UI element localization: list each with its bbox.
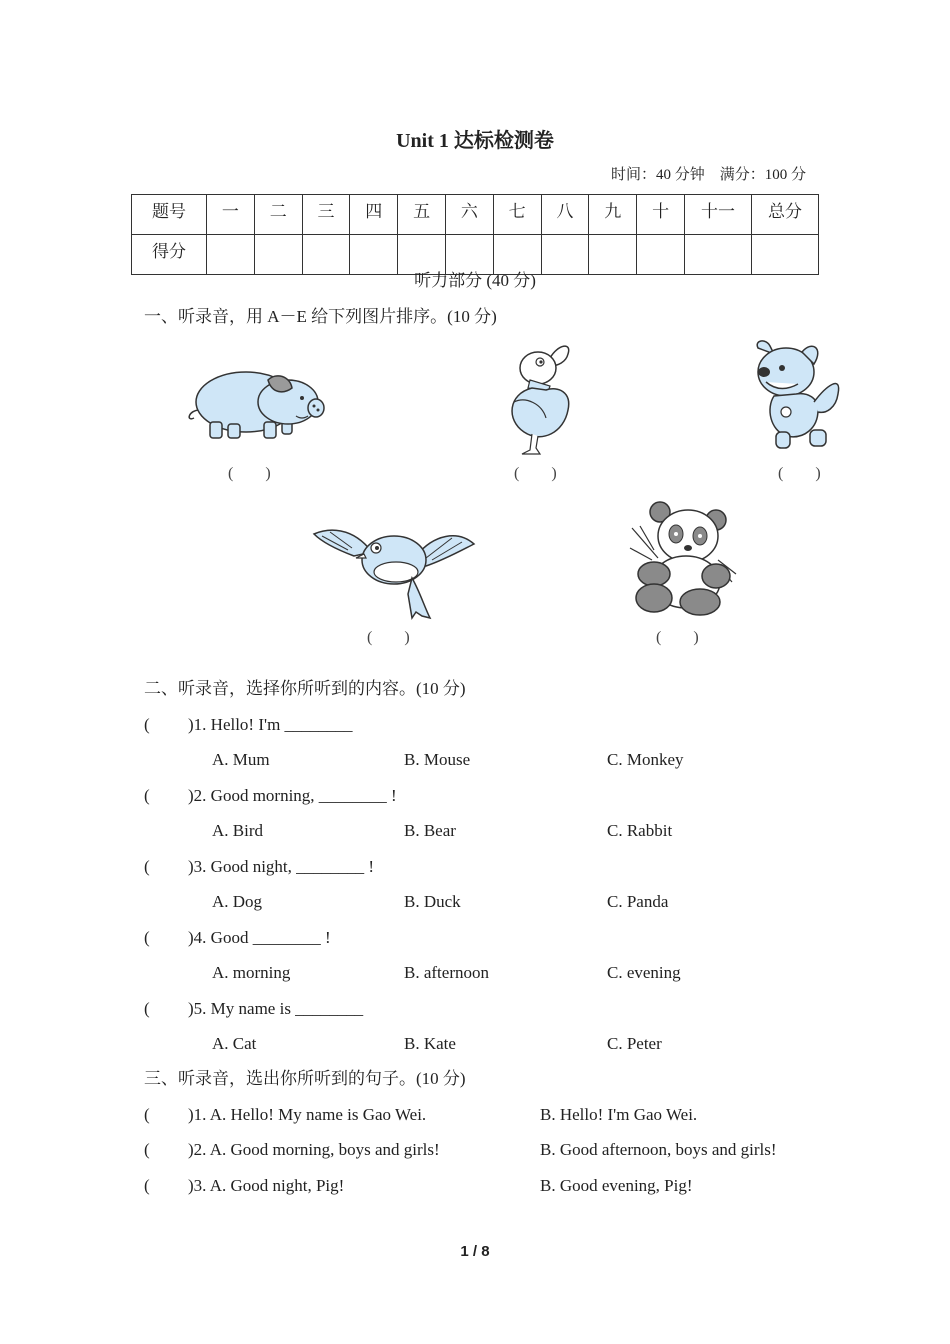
score-header-cell: 总分 — [752, 195, 819, 235]
answer-paren-panda[interactable]: ( ) — [656, 629, 699, 646]
s3-q3-option-b: B. Good evening, Pig! — [540, 1176, 693, 1195]
score-table — [131, 194, 819, 275]
s2-q3-paren[interactable]: ( — [144, 857, 150, 876]
s2-q1-paren[interactable]: ( — [144, 715, 150, 734]
s2-q2-paren[interactable]: ( — [144, 786, 150, 805]
score-header-cell: 九 — [589, 195, 637, 235]
score-header-cell: 八 — [541, 195, 589, 235]
s2-q5-option-b: B. Kate — [404, 1034, 456, 1053]
s3-q2-option-a: )2. A. Good morning, boys and girls! — [188, 1140, 440, 1159]
s2-q1-option-c: C. Monkey — [607, 750, 684, 769]
score-header-cell: 一 — [207, 195, 255, 235]
score-header-cell: 四 — [350, 195, 398, 235]
score-header-cell: 七 — [493, 195, 541, 235]
document-title: Unit 1 达标检测卷 — [396, 130, 554, 152]
s3-q1-option-a: )1. A. Hello! My name is Gao Wei. — [188, 1105, 427, 1124]
answer-paren-pig[interactable]: ( ) — [228, 465, 271, 482]
bird-picture — [312, 520, 476, 620]
score-table-header-row — [132, 195, 819, 235]
s3-q3-paren[interactable]: ( — [144, 1176, 150, 1195]
s3-q1-option-b: B. Hello! I'm Gao Wei. — [540, 1105, 698, 1124]
section3-title: 三、听录音，选出你所听到的句子。(10 分) — [144, 1069, 466, 1088]
s2-q4-option-b: B. afternoon — [404, 963, 489, 982]
s2-q3-option-b: B. Duck — [404, 892, 461, 911]
s2-q5-option-c: C. Peter — [607, 1034, 662, 1053]
s2-q2-option-b: B. Bear — [404, 821, 456, 840]
s2-q5-option-a: A. Cat — [212, 1034, 257, 1053]
s2-q4-paren[interactable]: ( — [144, 928, 150, 947]
s2-q3-stem: )3. Good night, ________ ! — [188, 857, 375, 876]
s2-q3-option-c: C. Panda — [607, 892, 669, 911]
score-row-label: 得分 — [132, 235, 207, 275]
duck-picture — [502, 340, 580, 458]
s2-q2-stem: )2. Good morning, ________ ! — [188, 786, 397, 805]
answer-paren-dog[interactable]: ( ) — [778, 465, 821, 482]
dog-picture — [752, 338, 844, 454]
s2-q4-option-c: C. evening — [607, 963, 681, 982]
s3-q1-paren[interactable]: ( — [144, 1105, 150, 1124]
section1-title: 一、听录音，用 A－E 给下列图片排序。(10 分) — [144, 307, 497, 326]
score-header-cell: 题号 — [132, 195, 207, 235]
score-header-cell: 五 — [398, 195, 446, 235]
s2-q3-option-a: A. Dog — [212, 892, 263, 911]
score-header-cell: 六 — [445, 195, 493, 235]
s2-q2-option-a: A. Bird — [212, 821, 263, 840]
s2-q1-option-a: A. Mum — [212, 750, 270, 769]
answer-paren-duck[interactable]: ( ) — [514, 465, 557, 482]
s3-q2-paren[interactable]: ( — [144, 1140, 150, 1159]
s3-q3-option-a: )3. A. Good night, Pig! — [188, 1176, 345, 1195]
s3-q2-option-b: B. Good afternoon, boys and girls! — [540, 1140, 777, 1159]
s2-q1-stem: )1. Hello! I'm ________ — [188, 715, 353, 734]
s2-q5-stem: )5. My name is ________ — [188, 999, 364, 1018]
time-score-info: 时间：40 分钟 满分：100 分 — [610, 167, 806, 183]
s2-q2-option-c: C. Rabbit — [607, 821, 673, 840]
section2-title: 二、听录音，选择你所听到的内容。(10 分) — [144, 679, 466, 698]
score-header-cell: 二 — [254, 195, 302, 235]
panda-picture — [628, 498, 738, 616]
score-header-cell: 十一 — [685, 195, 752, 235]
score-header-cell: 三 — [302, 195, 350, 235]
s2-q4-option-a: A. morning — [212, 963, 291, 982]
s2-q4-stem: )4. Good ________ ! — [188, 928, 331, 947]
pig-picture — [184, 366, 326, 444]
s2-q1-option-b: B. Mouse — [404, 750, 471, 769]
page-number: 1 / 8 — [460, 1243, 490, 1260]
answer-paren-bird[interactable]: ( ) — [367, 629, 410, 646]
listening-section-header: 听力部分 (40 分) — [414, 271, 536, 290]
s2-q5-paren[interactable]: ( — [144, 999, 150, 1018]
score-header-cell: 十 — [637, 195, 685, 235]
